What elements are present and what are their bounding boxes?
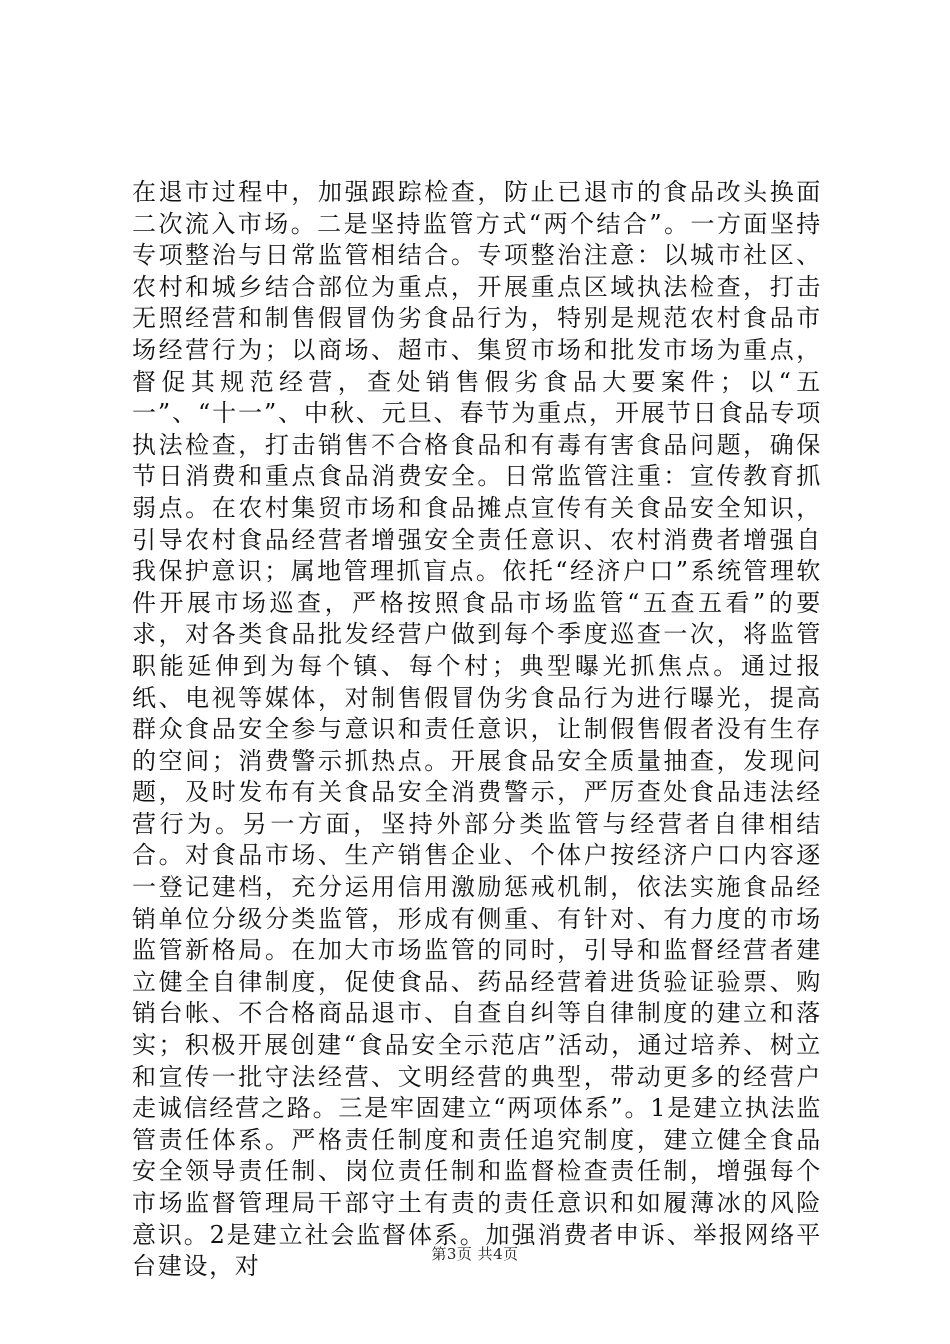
body-paragraph: 在退市过程中，加强跟踪检查，防止已退市的食品改头换面二次流入市场。二是坚持监管方式“两个结合”。一方面坚持专项整治与日常监管相结合。专项整治注意：以城市社区、农村和城乡结合部位为重点，开展重点区域执法检查，打击无照经营和制售假冒伪劣食品行为，特别是规范农村食品市场经营行为；以商场、超市、集贸市场和批发市场为重点，督促其规范经营，查处销售假劣食品大要案件；以“五一”、“十一”、中秋、元旦、春节为重点，开展节日食品专项执法检查，打击销售不合格食品和有毒有害食品问题，确保节日消费和重点食品消费安全。日常监管注重：宣传教育抓弱点。在农村集贸市场和食品摊点宣传有关食品安全知识，引导农村食品经营者增强安全责任意识、农村消费者增强自我保护意识；属地管理抓盲点。依托“经济户口”系统管理软件开展市场巡查，严格按照食品市场监管“五查五看”的要求，对各类食品批发经营户做到每个季度巡查一次，将监管职能延伸到为每个镇、每个村；典型曝光抓焦点。通过报纸、电视等媒体，对制售假冒伪劣食品行为进行曝光，提高群众食品安全参与意识和责任意识，让制假售假者没有生存的空间；消费警示抓热点。开展食品安全质量抽查，发现问题，及时发布有关食品安全消费警示，严厉查处食品违法经营行为。另一方面，坚持外部分类监管与经营者自律相结合。对食品市场、生产销售企业、个体户按经济户口内容逐一登记建档，充分运用信用激励惩戒机制，依法实施食品经销单位分级分类监管，形成有侧重、有针对、有力度的市场监管新格局。在加大市场监管的同时，引导和监督经营者建立健全自律制度，促使食品、药品经营着进货验证验票、购销台帐、不合格商品退市、自查自纠等自律制度的建立和落实；积极开展创建“食品安全示范店”活动，通过培养、树立和宣传一批守法经营、文明经营的典型，带动更多的经营户走诚信经营之路。三是牢固建立“两项体系”。1是建立执法监管责任体系。严格责任制度和责任追究制度，建立健全食品安全领导责任制、岗位责任制和监督检查责任制，增强每个市场监督管理局干部守土有责的责任意识和如履薄冰的风险意识。2是建立社会监督体系。加强消费者申诉、举报网络平台建设，对 — [132, 178, 822, 1281]
page-number-footer: 第3页 共4页 — [431, 1245, 519, 1263]
